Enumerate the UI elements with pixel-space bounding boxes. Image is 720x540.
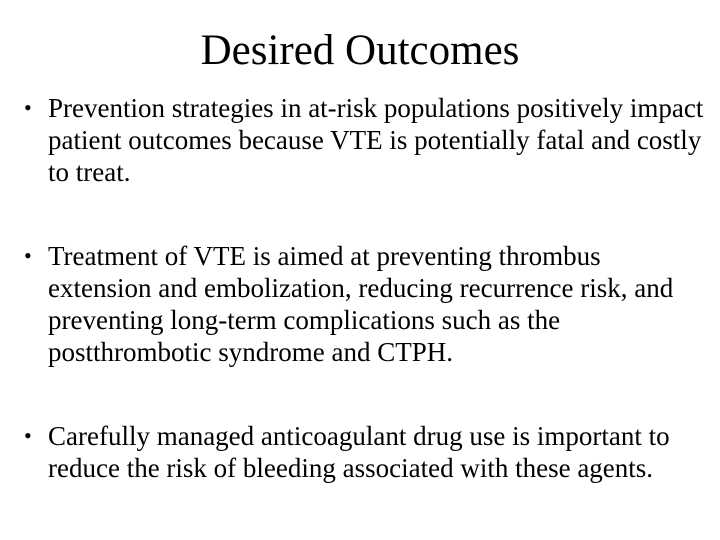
bullet-item [24,92,704,188]
bullet-text: Prevention strategies in at-risk populations positively impact patient outcomes because VTE is potentially fatal and costly to treat. [48,93,704,187]
bullet-text: Treatment of VTE is aimed at preventing thrombus extension and embolization, reducing recurrence risk, and preventing long-term complications such as the postthrombotic syndrome and CTPH. [48,241,674,367]
bullet-dot-icon: • [24,423,32,448]
slide-title: Desired Outcomes [200,27,520,74]
bullet-item [24,420,704,484]
bullet-list [24,92,704,484]
bullet-text: Carefully managed anticoagulant drug use is important to reduce the risk of bleeding associated with these agents. [48,421,670,483]
bullet-dot-icon: • [24,95,32,120]
bullet-dot-icon: • [24,243,32,268]
bullet-item [24,240,704,368]
